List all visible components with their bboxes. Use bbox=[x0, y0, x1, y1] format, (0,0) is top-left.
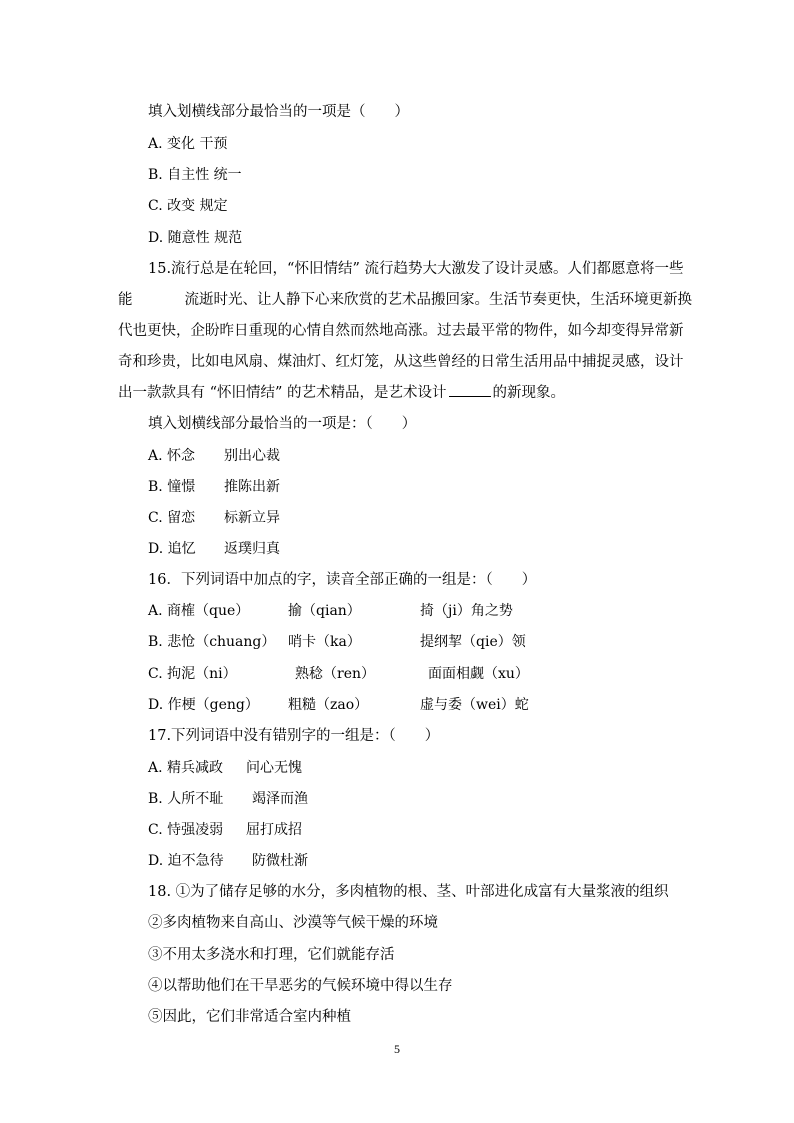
q16-d-col2: 粗糙（zao） bbox=[288, 697, 369, 713]
q16-b-col2: 哨卡（ka） bbox=[288, 634, 361, 650]
q18-sentence-3: ③不用太多浇水和打理，它们就能存活 bbox=[148, 947, 395, 963]
q16-c-col3: 面面相觑（xu） bbox=[428, 666, 529, 682]
q16-a-col2: 揄（qian） bbox=[288, 603, 361, 619]
q14-option-d: D. 随意性 规范 bbox=[148, 230, 243, 246]
q17-option-c-answer: 屈打成招 bbox=[246, 822, 302, 838]
q15-line5-start: 出一款款具有 “怀旧情结” 的艺术精品，是艺术设计 bbox=[118, 385, 447, 401]
q18-sentence-2: ②多肉植物来自高山、沙漠等气候干燥的环境 bbox=[148, 915, 438, 931]
q17-option-d-label: D. 迫不急待 bbox=[148, 853, 224, 869]
q18-sentence-4: ④以帮助他们在干旱恶劣的气候环境中得以生存 bbox=[148, 978, 453, 994]
q16-prompt: 16．下列词语中加点的字，读音全部正确的一组是：（ ） bbox=[148, 572, 537, 588]
q15-passage-line-2 bbox=[118, 290, 692, 310]
q15-passage-line-3: 代也更快，企盼昨日重现的心情自然而然地高涨。过去最平常的物件，如今却变得异常新 bbox=[118, 323, 684, 339]
q16-d-col3: 虚与委（wei）蛇 bbox=[420, 697, 529, 713]
q15-passage-line-5 bbox=[118, 383, 565, 403]
q15-line2-start: 能 bbox=[118, 292, 133, 308]
q17-option-c-label: C. 恃强凌弱 bbox=[148, 822, 224, 838]
q15-option-d-answer: 返璞归真 bbox=[224, 541, 280, 557]
q17-option-b-answer: 竭泽而渔 bbox=[252, 791, 308, 807]
q17-option-b-label: B. 人所不耻 bbox=[148, 791, 224, 807]
q15-option-c-answer: 标新立异 bbox=[224, 510, 280, 526]
q15-option-c-label: C. 留恋 bbox=[148, 510, 196, 526]
q18-sentence-1: 18. ①为了储存足够的水分，多肉植物的根、茎、叶部进化成富有大量浆液的组织 bbox=[148, 884, 669, 900]
q15-option-b-answer: 推陈出新 bbox=[224, 479, 280, 495]
page-number: 5 bbox=[394, 1042, 400, 1056]
q15-option-d-label: D. 追忆 bbox=[148, 541, 196, 557]
q14-option-b: B. 自主性 统一 bbox=[148, 167, 242, 183]
q16-c-col1: C. 拘泥（ni） bbox=[148, 666, 237, 682]
q16-c-col2: 熟稔（ren） bbox=[295, 666, 375, 682]
q16-b-col1: B. 悲怆（chuang） bbox=[148, 634, 276, 650]
q14-prompt: 填入划横线部分最恰当的一项是（ ） bbox=[148, 104, 409, 120]
q16-d-col1: D. 作梗（geng） bbox=[148, 697, 259, 713]
q15-passage-line-4: 奇和珍贵，比如电风扇、煤油灯、红灯笼，从这些曾经的日常生活用品中捕捉灵感，设计 bbox=[118, 354, 684, 370]
q15-line5-rest: 的新现象。 bbox=[492, 385, 566, 401]
q16-a-col3: 掎（ji）角之势 bbox=[420, 603, 513, 619]
q15-passage-line-1: 15.流行总是在轮回，“怀旧情结” 流行趋势大大激发了设计灵感。人们都愿意将一些 bbox=[148, 261, 684, 277]
q15-option-a-answer: 别出心裁 bbox=[224, 448, 280, 464]
q17-option-d-answer: 防微杜渐 bbox=[252, 853, 308, 869]
q17-option-a-label: A. 精兵减政 bbox=[148, 760, 224, 776]
q17-prompt: 17.下列词语中没有错别字的一组是：（ ） bbox=[148, 728, 440, 744]
q15-blank-2 bbox=[449, 383, 491, 397]
q15-option-b-label: B. 憧憬 bbox=[148, 479, 196, 495]
q16-b-col3: 提纲挈（qie）领 bbox=[420, 634, 526, 650]
q15-option-a-label: A. 怀念 bbox=[148, 448, 196, 464]
q18-sentence-5: ⑤因此，它们非常适合室内种植 bbox=[148, 1009, 351, 1025]
q16-a-col1: A. 商榷（que） bbox=[148, 603, 250, 619]
q14-option-c: C. 改变 规定 bbox=[148, 198, 228, 214]
q15-line2-rest: 流逝时光、让人静下心来欣赏的艺术品搬回家。生活节奏更快，生活环境更新换 bbox=[184, 292, 692, 308]
q14-option-a: A. 变化 干预 bbox=[148, 136, 228, 152]
q15-prompt: 填入划横线部分最恰当的一项是：（ ） bbox=[148, 416, 417, 432]
q17-option-a-answer: 问心无愧 bbox=[246, 760, 302, 776]
